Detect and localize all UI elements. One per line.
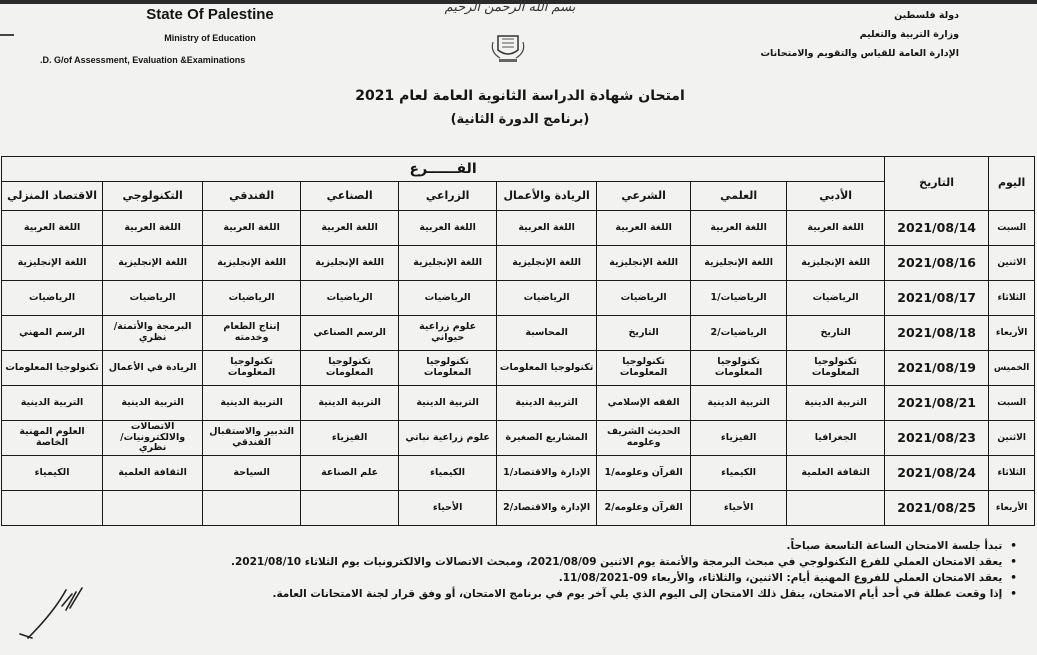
subject-cell: الرياضيات/1 [691, 281, 787, 316]
subject-cell: الحديث الشريف وعلومه [597, 421, 691, 456]
subject-cell: اللغة الإنجليزية [203, 246, 301, 281]
subject-cell [103, 491, 203, 526]
directorate-name-en: .D. G/of Assessment, Evaluation &Examinations [40, 55, 246, 65]
subject-cell: إنتاج الطعام وخدمته [203, 316, 301, 351]
note-item: • يعقد الامتحان العملي للفرع التكنولوجي في مبحث البرمجة والأتمتة يوم الاثنين 2021/08/09، ومبحث الاتصالات والالكترونيات يوم الثلاثاء 2021/08/10. [37, 556, 1017, 568]
subject-cell: الرياضيات [497, 281, 597, 316]
margin-mark [0, 34, 14, 36]
subject-cell: اللغة العربية [301, 211, 399, 246]
subject-cell: علم الصناعة [301, 456, 399, 491]
subject-cell: تكنولوجيا المعلومات [787, 351, 885, 386]
date-cell: 2021/08/16 [885, 246, 989, 281]
subject-cell: علوم زراعية نباتي [399, 421, 497, 456]
subject-cell: الرياضيات [2, 281, 103, 316]
subject-cell: الفقه الإسلامي [597, 386, 691, 421]
subject-cell: الفيزياء [691, 421, 787, 456]
subject-cell: اللغة العربية [203, 211, 301, 246]
subject-cell: الرسم الصناعي [301, 316, 399, 351]
date-cell: 2021/08/17 [885, 281, 989, 316]
signature [14, 582, 104, 642]
table-row [2, 281, 1035, 316]
table-row [2, 316, 1035, 351]
header-branch-2: الشرعي [597, 182, 691, 211]
day-cell: الاثنين [989, 246, 1035, 281]
day-cell: السبت [989, 211, 1035, 246]
table-row [2, 456, 1035, 491]
subject-cell: تكنولوجيا المعلومات [399, 351, 497, 386]
subject-cell: المشاريع الصغيرة [497, 421, 597, 456]
day-cell: الخميس [989, 351, 1035, 386]
header-branch-5: الصناعي [301, 182, 399, 211]
document-titles [280, 88, 760, 127]
subject-cell: التربية الدينية [301, 386, 399, 421]
subject-cell: اللغة الإنجليزية [497, 246, 597, 281]
table-row [2, 351, 1035, 386]
subject-cell: الرياضيات [301, 281, 399, 316]
document-title: امتحان شهادة الدراسة الثانوية العامة لعام 2021 [355, 88, 685, 104]
subject-cell: اللغة العربية [787, 211, 885, 246]
note-item: • إذا وقعت عطلة في أحد أيام الامتحان، ينقل ذلك الامتحان إلى اليوم الذي يلي آخر يوم في برنامج الامتحان، أو وفق قرار لجنة الامتحانات العامة. [37, 588, 1017, 600]
subject-cell [203, 491, 301, 526]
day-cell: الاثنين [989, 421, 1035, 456]
subject-cell: اللغة العربية [691, 211, 787, 246]
subject-cell: التربية الدينية [103, 386, 203, 421]
subject-cell: الرياضيات [203, 281, 301, 316]
subject-cell: الأحياء [399, 491, 497, 526]
subject-cell: التربية الدينية [787, 386, 885, 421]
subject-cell: التربية الدينية [399, 386, 497, 421]
ministry-name-ar: وزارة التربية والتعليم [859, 29, 959, 40]
subject-cell: تكنولوجيا المعلومات [691, 351, 787, 386]
subject-cell: اللغة الإنجليزية [2, 246, 103, 281]
date-cell: 2021/08/14 [885, 211, 989, 246]
date-cell: 2021/08/19 [885, 351, 989, 386]
state-name-en: State Of Palestine [146, 6, 274, 23]
subject-cell [301, 491, 399, 526]
subject-cell: اللغة الإنجليزية [103, 246, 203, 281]
subject-cell: الرياضيات [597, 281, 691, 316]
subject-cell: الفيزياء [301, 421, 399, 456]
subject-cell: البرمجة والأتمتة/ نظري [103, 316, 203, 351]
subject-cell: التاريخ [597, 316, 691, 351]
subject-cell: اللغة العربية [399, 211, 497, 246]
subject-cell: اللغة العربية [597, 211, 691, 246]
day-cell: الأربعاء [989, 491, 1035, 526]
subject-cell: التربية الدينية [2, 386, 103, 421]
document-subtitle: (برنامج الدورة الثانية) [450, 112, 590, 127]
subject-cell: اللغة الإنجليزية [691, 246, 787, 281]
day-cell: السبت [989, 386, 1035, 421]
directorate-name-ar: الإدارة العامة للقياس والتقويم والامتحانات [760, 48, 959, 59]
subject-cell: المحاسبة [497, 316, 597, 351]
subject-cell: العلوم المهنية الخاصة [2, 421, 103, 456]
header-branch-8: الاقتصاد المنزلي [2, 182, 103, 211]
subject-cell: التدبير والاستقبال الفندقي [203, 421, 301, 456]
exam-schedule-table [1, 156, 1035, 526]
subject-cell: الاتصالات والالكترونيات/ نظري [103, 421, 203, 456]
date-cell: 2021/08/25 [885, 491, 989, 526]
date-cell: 2021/08/23 [885, 421, 989, 456]
state-name-ar: دولة فلسطين [894, 10, 959, 21]
palestine-emblem-icon [488, 32, 528, 64]
subject-cell: اللغة الإنجليزية [787, 246, 885, 281]
table-row [2, 491, 1035, 526]
subject-cell: اللغة الإنجليزية [399, 246, 497, 281]
header-branch-4: الزراعي [399, 182, 497, 211]
subject-cell: اللغة العربية [2, 211, 103, 246]
header-date: التاريخ [885, 157, 989, 211]
subject-cell: التربية الدينية [203, 386, 301, 421]
subject-cell [2, 491, 103, 526]
note-item: • تبدأ جلسة الامتحان الساعة التاسعة صباحاً. [37, 540, 1017, 552]
notes-list [37, 540, 1017, 604]
subject-cell [787, 491, 885, 526]
day-cell: الأربعاء [989, 316, 1035, 351]
subject-cell: الكيمياء [2, 456, 103, 491]
subject-cell: الرياضيات [399, 281, 497, 316]
table-row [2, 386, 1035, 421]
subject-cell: اللغة الإنجليزية [597, 246, 691, 281]
header-arabic [709, 10, 959, 67]
table-row [2, 246, 1035, 281]
subject-cell: الكيمياء [691, 456, 787, 491]
header-day: اليوم [989, 157, 1035, 211]
subject-cell: الأحياء [691, 491, 787, 526]
ministry-name-en: Ministry of Education [164, 33, 256, 43]
subject-cell: السياحة [203, 456, 301, 491]
subject-cell: تكنولوجيا المعلومات [497, 351, 597, 386]
subject-cell: الرياضيات [103, 281, 203, 316]
subject-cell: تكنولوجيا المعلومات [203, 351, 301, 386]
subject-cell: اللغة الإنجليزية [301, 246, 399, 281]
subject-cell: الثقافة العلمية [103, 456, 203, 491]
subject-cell: التاريخ [787, 316, 885, 351]
header-branch: الفــــــرع [2, 157, 885, 182]
subject-cell: القرآن وعلومه/2 [597, 491, 691, 526]
subject-cell: علوم زراعية حيواني [399, 316, 497, 351]
header-branch-1: العلمي [691, 182, 787, 211]
header-branch-7: التكنولوجي [103, 182, 203, 211]
date-cell: 2021/08/21 [885, 386, 989, 421]
subject-cell: الرسم المهني [2, 316, 103, 351]
date-cell: 2021/08/24 [885, 456, 989, 491]
day-cell: الثلاثاء [989, 281, 1035, 316]
subject-cell: الجغرافيا [787, 421, 885, 456]
note-item: • يعقد الامتحان العملي للفروع المهنية أيام: الاثنين، والثلاثاء، والأربعاء 09-11/08/2021. [37, 572, 1017, 584]
subject-cell: الكيمياء [399, 456, 497, 491]
table-row [2, 211, 1035, 246]
subject-cell: الرياضيات/2 [691, 316, 787, 351]
table-row [2, 421, 1035, 456]
subject-cell: تكنولوجيا المعلومات [597, 351, 691, 386]
subject-cell: التربية الدينية [691, 386, 787, 421]
subject-cell: التربية الدينية [497, 386, 597, 421]
header-english [40, 6, 350, 65]
date-cell: 2021/08/18 [885, 316, 989, 351]
day-cell: الثلاثاء [989, 456, 1035, 491]
basmala-calligraphy: بسم الله الرحمن الرحيم [444, 0, 576, 15]
subject-cell: تكنولوجيا المعلومات [2, 351, 103, 386]
header-branch-0: الأدبي [787, 182, 885, 211]
subject-cell: الإدارة والاقتصاد/1 [497, 456, 597, 491]
subject-cell: الثقافة العلمية [787, 456, 885, 491]
subject-cell: الإدارة والاقتصاد/2 [497, 491, 597, 526]
header-branch-6: الفندقي [203, 182, 301, 211]
subject-cell: تكنولوجيا المعلومات [301, 351, 399, 386]
subject-cell: القرآن وعلومه/1 [597, 456, 691, 491]
subject-cell: الريادة في الأعمال [103, 351, 203, 386]
subject-cell: اللغة العربية [103, 211, 203, 246]
header-branch-3: الريادة والأعمال [497, 182, 597, 211]
subject-cell: اللغة العربية [497, 211, 597, 246]
subject-cell: الرياضيات [787, 281, 885, 316]
